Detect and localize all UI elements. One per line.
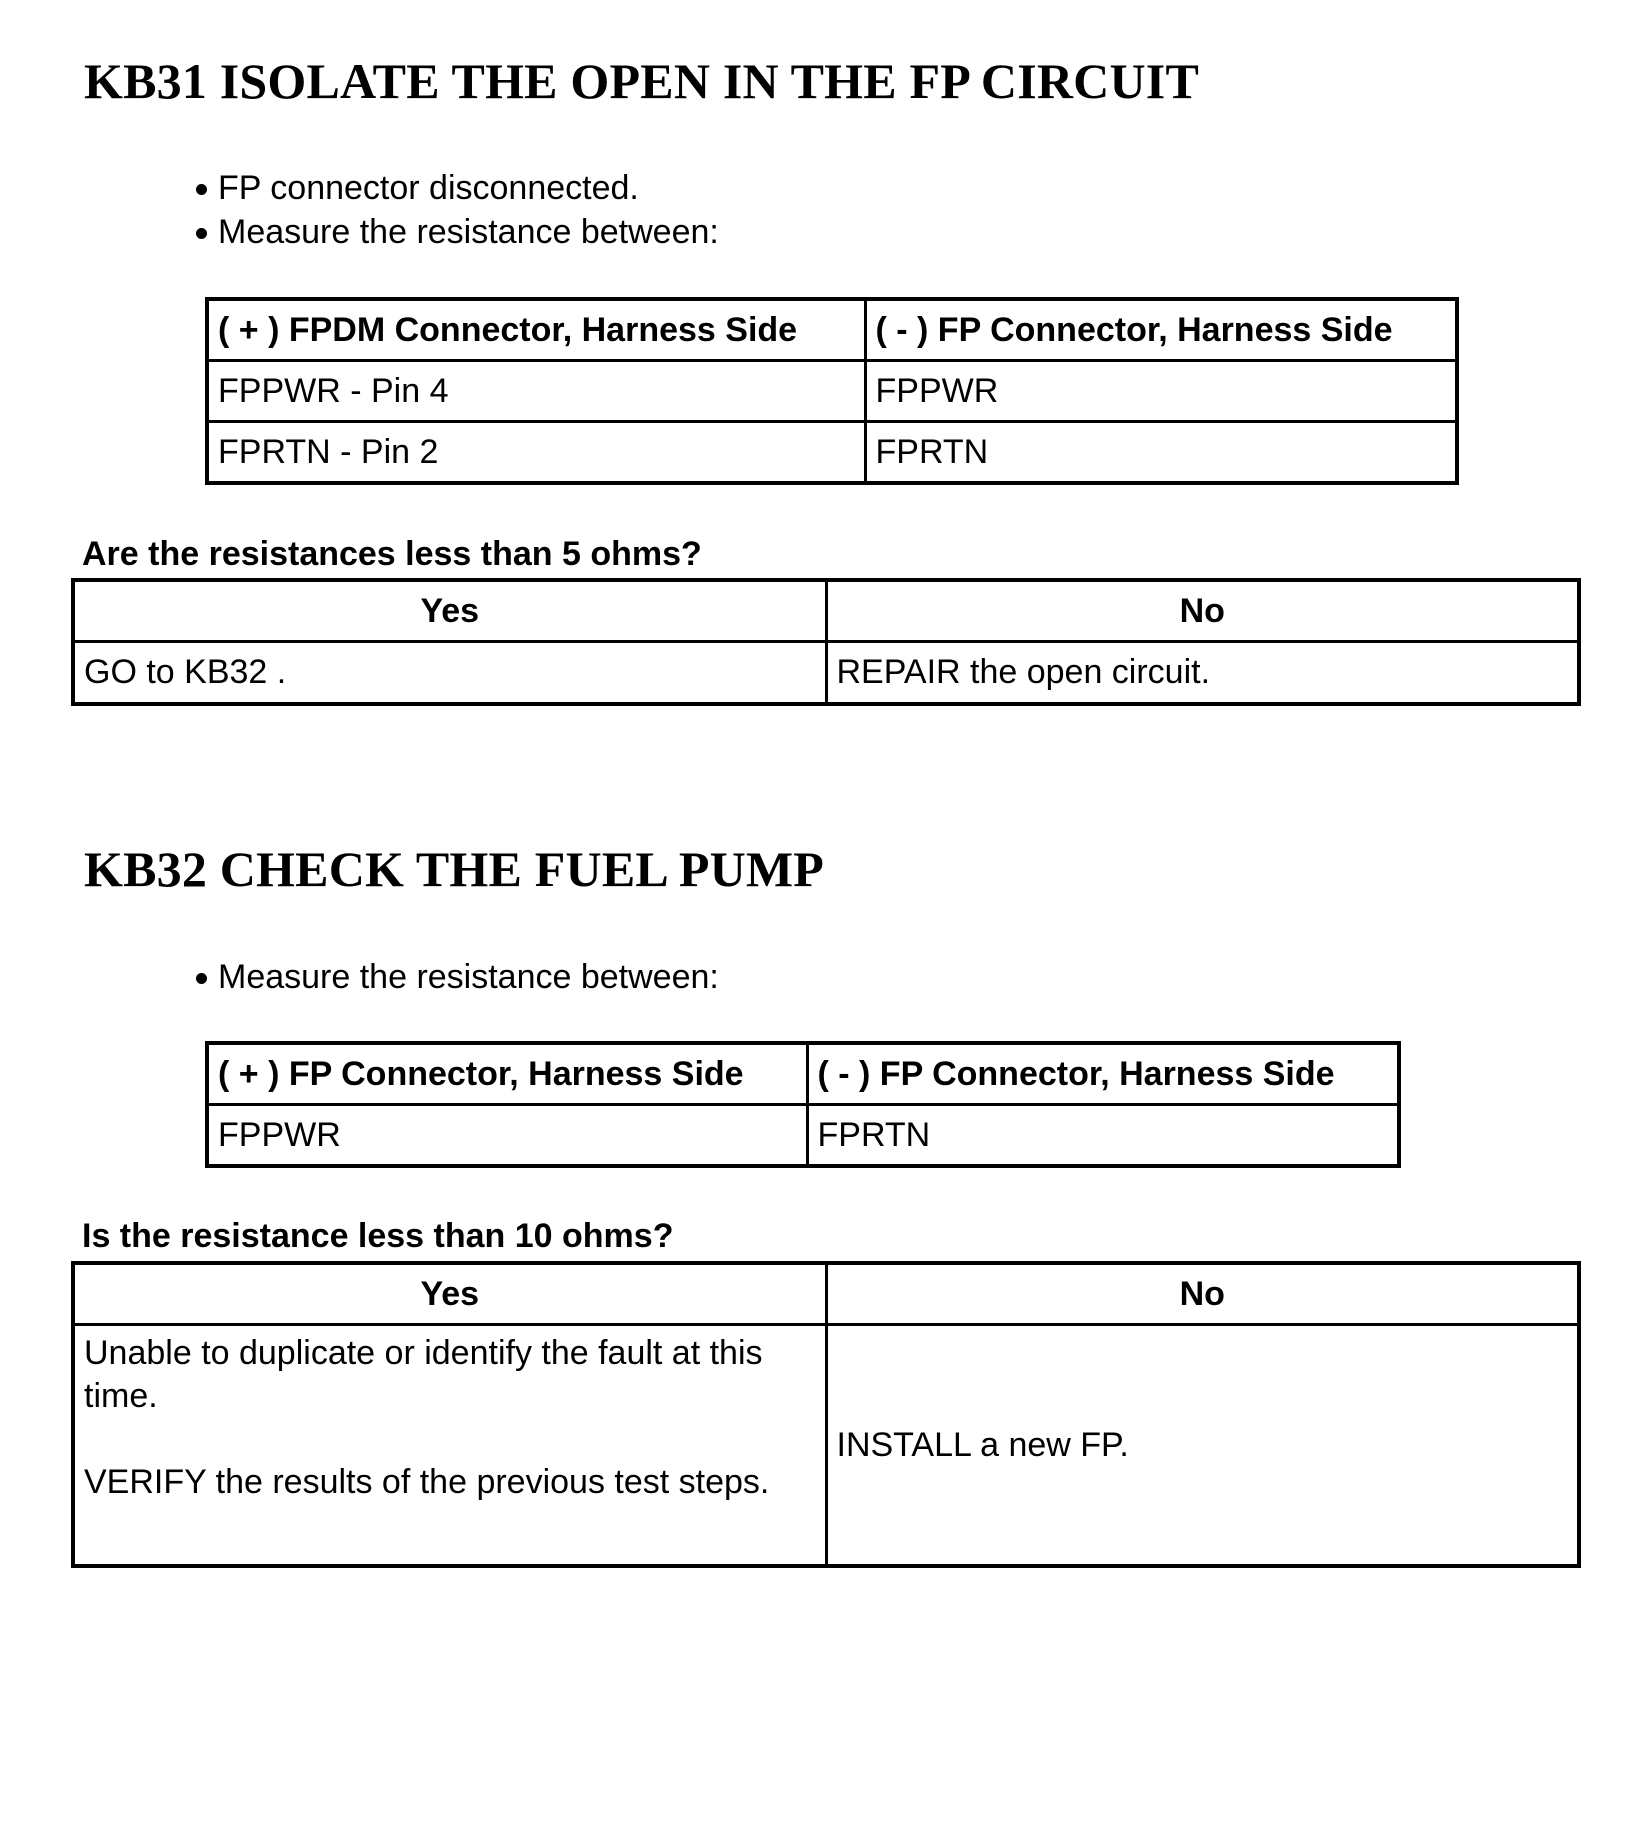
kb31-instructions [194,166,719,254]
table-row [207,361,1457,422]
kb32-title: KB32 CHECK THE FUEL PUMP [84,841,825,897]
paragraph-gap [84,1418,825,1461]
kb31-bullet-1: FP connector disconnected. [194,166,719,210]
table-cell: FPPWR - Pin 4 [207,361,865,422]
no-result-cell: REPAIR the open circuit. [826,642,1579,705]
table-header-row [73,580,1579,642]
table-cell: FPPWR [865,361,1457,422]
kb31-measure-table [205,297,1459,485]
table-header-row [207,299,1457,361]
table-row [207,422,1457,484]
yes-result-text-1: Unable to duplicate or identify the fault at this time. [84,1334,763,1415]
kb32-measure-table [205,1041,1401,1168]
table-header-row [207,1043,1399,1105]
no-header: No [826,580,1579,642]
kb31-negative-header: ( - ) FP Connector, Harness Side [865,299,1457,361]
no-header: No [826,1263,1579,1325]
table-header-row [73,1263,1579,1325]
kb32-question: Is the resistance less than 10 ohms? [82,1217,674,1255]
kb32-result-table [71,1261,1581,1568]
table-row [207,1105,1399,1167]
table-cell: FPRTN - Pin 2 [207,422,865,484]
kb31-question: Are the resistances less than 5 ohms? [82,535,702,573]
kb32-positive-header: ( + ) FP Connector, Harness Side [207,1043,807,1105]
yes-result-cell [73,1325,826,1567]
kb31-result-table [71,578,1581,706]
yes-result-cell: GO to KB32 . [73,642,826,705]
kb32-instructions [194,955,719,999]
table-cell: FPRTN [865,422,1457,484]
kb32-negative-header: ( - ) FP Connector, Harness Side [807,1043,1399,1105]
table-cell: FPPWR [207,1105,807,1167]
kb32-bullet-1: Measure the resistance between: [194,955,719,999]
kb31-positive-header: ( + ) FPDM Connector, Harness Side [207,299,865,361]
table-row [73,1325,1579,1567]
yes-result-text-2: VERIFY the results of the previous test steps. [84,1463,770,1501]
no-result-cell: INSTALL a new FP. [826,1325,1579,1567]
table-cell: FPRTN [807,1105,1399,1167]
yes-header: Yes [73,1263,826,1325]
table-row [73,642,1579,705]
kb31-bullet-2: Measure the resistance between: [194,210,719,254]
kb31-title: KB31 ISOLATE THE OPEN IN THE FP CIRCUIT [84,53,1200,109]
yes-header: Yes [73,580,826,642]
